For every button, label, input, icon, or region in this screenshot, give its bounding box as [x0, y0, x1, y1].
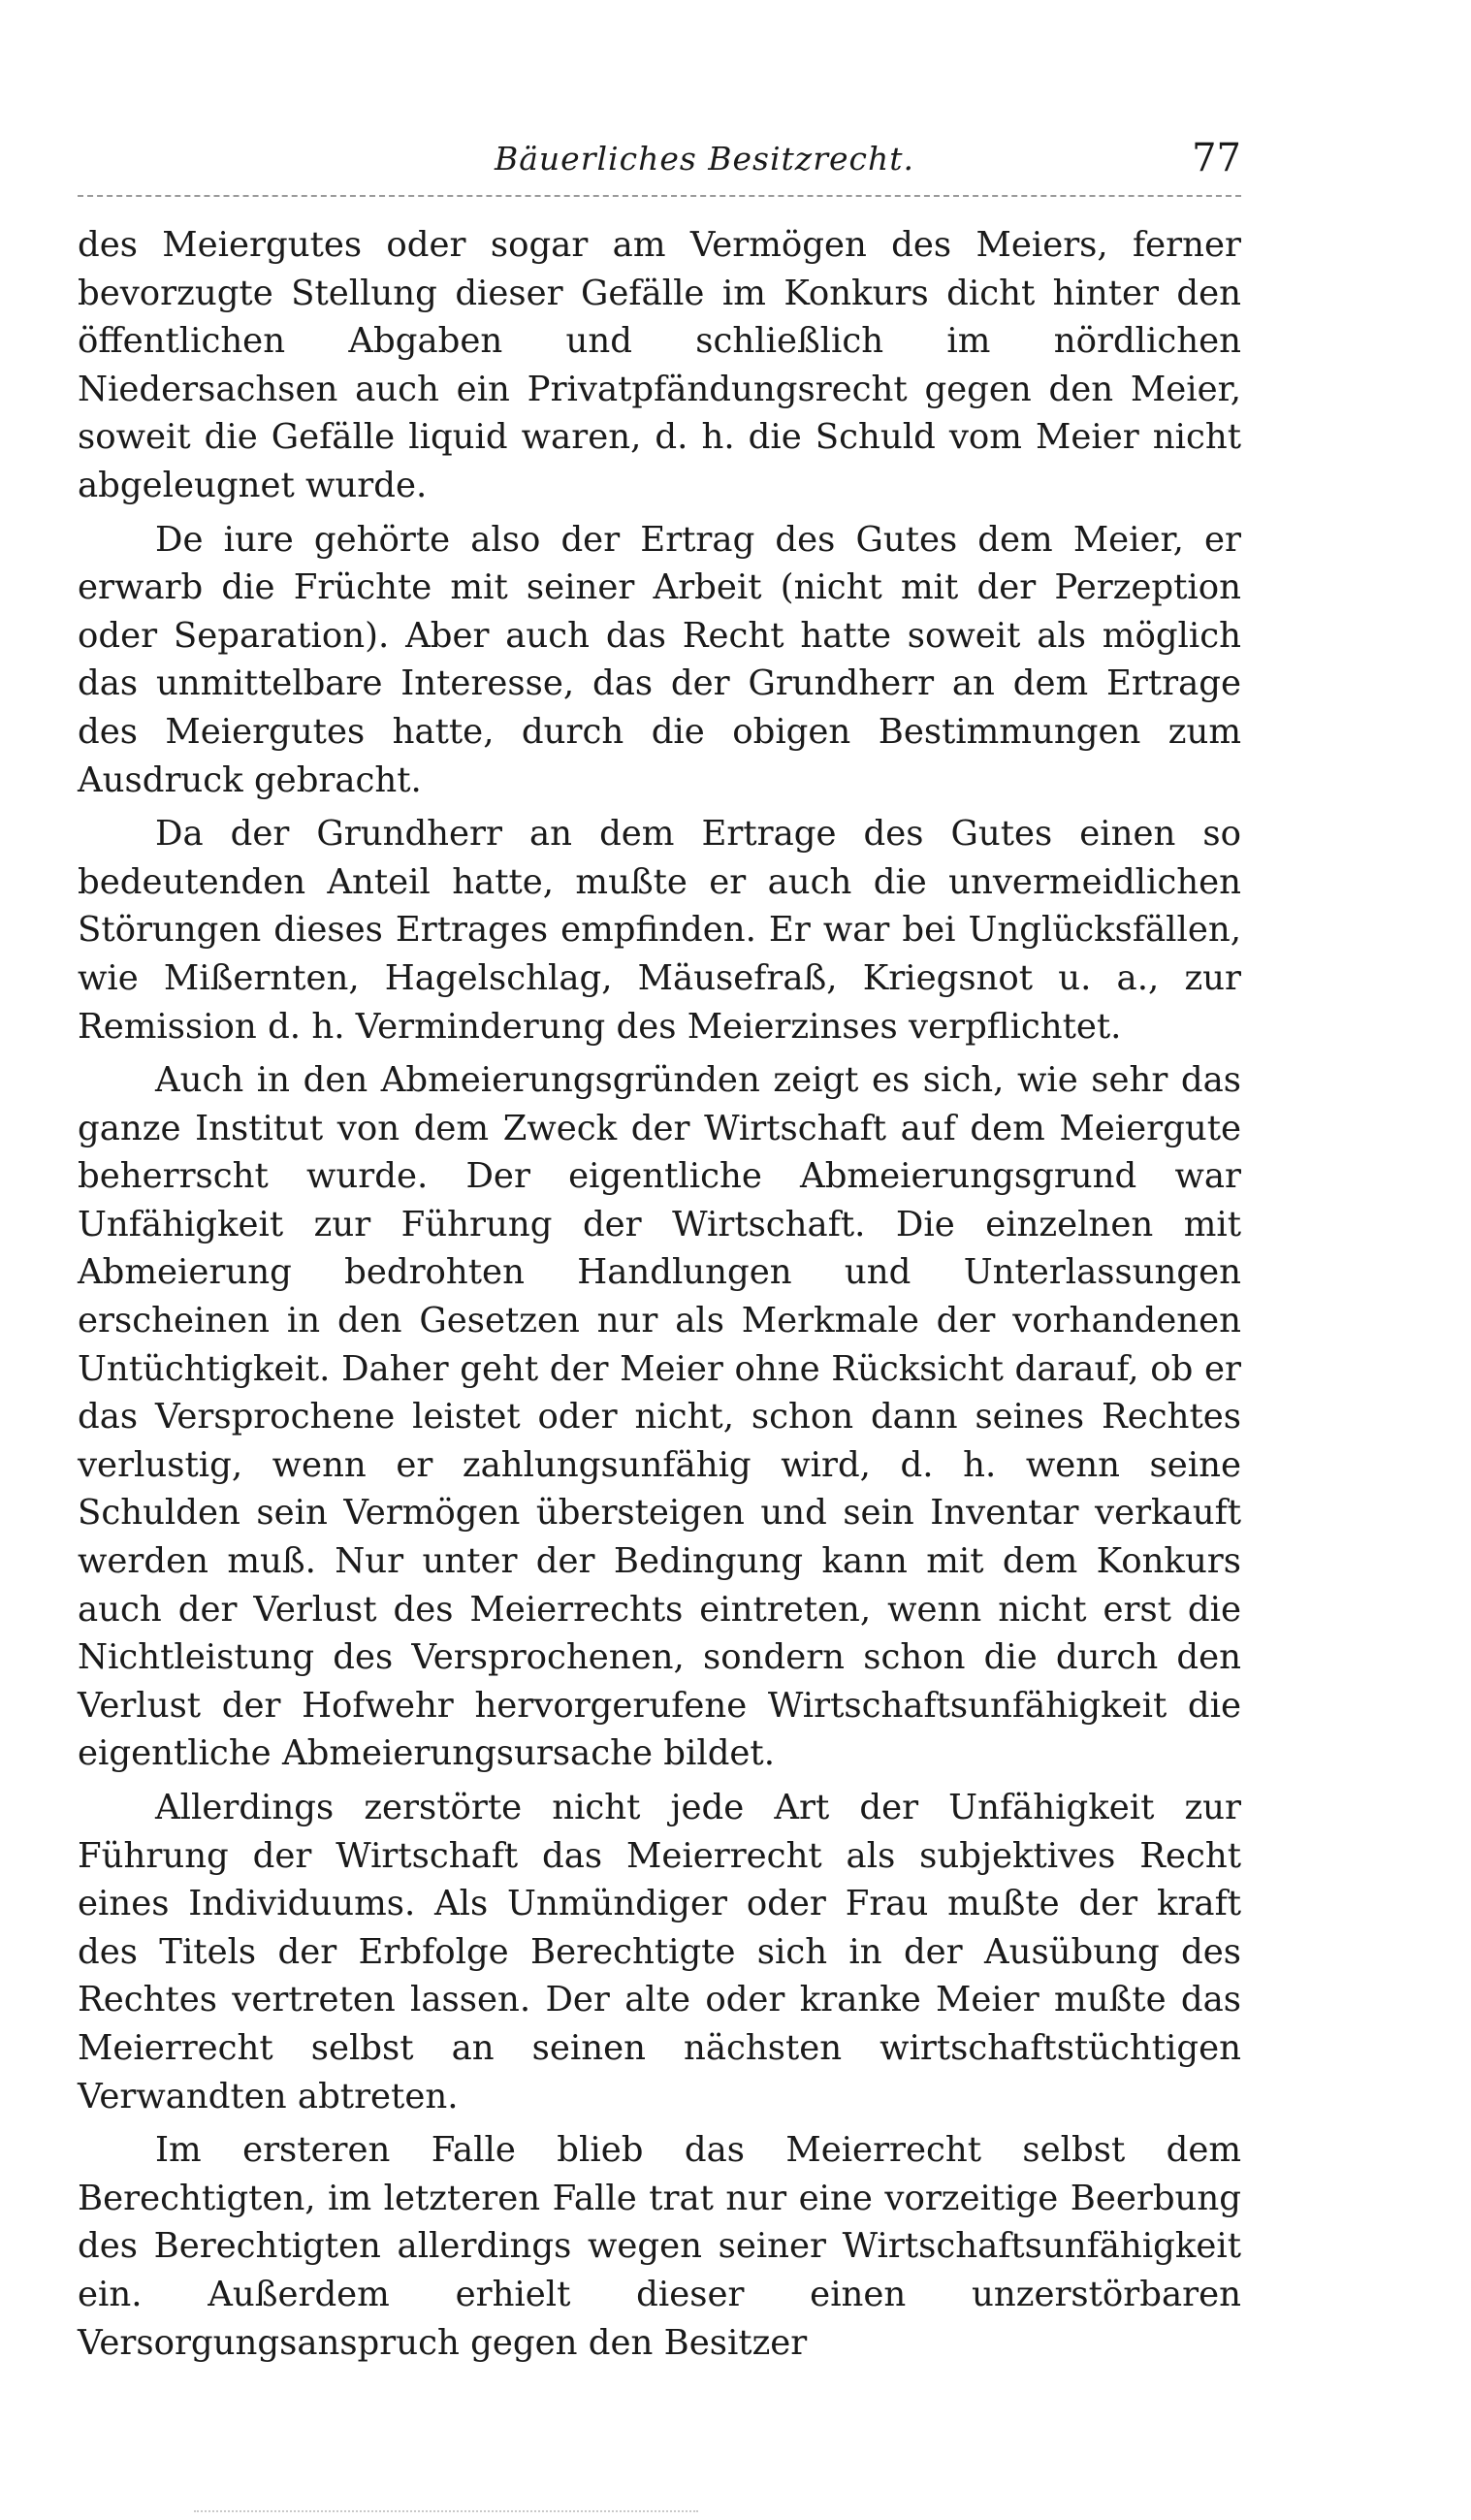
paragraph-2: De iure gehörte also der Ertrag des Gutes dem Meier, er erwarb die Früchte mit seiner Arbeit (nicht mit der Perzeption oder Separation). Aber auch das Recht hatte soweit als möglich das unmittelbare Interesse, das der Grundherr an dem Ertrage des Meiergutes hatte, durch die obigen Bestimmungen zum Ausdruck gebracht. [78, 519, 1241, 800]
paragraph-4: Auch in den Abmeierungsgründen zeigt es sich, wie sehr das ganze Institut von dem Zweck der Wirtschaft auf dem Meiergute beherrscht wurde. Der eigentliche Abmeierungsgrund war Unfähigkeit zur Führung der Wirtschaft. Die einzelnen mit Abmeierung bedrohten Handlungen und Unterlassungen erscheinen in den Gesetzen nur als Merkmale der vorhandenen Untüchtigkeit. Daher geht der Meier ohne Rücksicht darauf, ob er das Versprochene leistet oder nicht, schon dann seines Rechtes verlustig, wenn er zahlungsunfähig wird, d. h. wenn seine Schulden sein Vermögen übersteigen und sein Inventar verkauft werden muß. Nur unter der Bedingung kann mit dem Konkurs auch der Verlust des Meierrechts eintreten, wenn nicht erst die Nichtleistung des Versprochenen, sondern schon die durch den Verlust der Hofwehr hervorgerufene Wirtschaftsunfähigkeit die eigentliche Abmeierungsursache bildet. [78, 1060, 1241, 1774]
header-rule [78, 195, 1241, 197]
page-header [78, 136, 1241, 196]
paragraph-1: des Meiergutes oder sogar am Vermögen des Meiers, ferner bevorzugte Stellung dieser Gefälle im Konkurs dicht hinter den öffentlichen Abgaben und schließlich im nördlichen Niedersachsen auch ein Privatpfändungsrecht gegen den Meier, soweit die Gefälle liquid waren, d. h. die Schuld vom Meier nicht abgeleugnet wurde. [78, 225, 1241, 505]
paragraph-3: Da der Grundherr an dem Ertrage des Gutes einen so bedeutenden Anteil hatte, mußte er auch die unvermeidlichen Störungen dieses Ertrages empfinden. Er war bei Unglücksfällen, wie Mißernten, Hagelschlag, Mäusefraß, Kriegsnot u. a., zur Remission d. h. Verminderung des Meierzinses verpflichtet. [78, 814, 1241, 1047]
running-title: Bäuerliches Besitzrecht. [495, 140, 914, 178]
paragraph-6: Im ersteren Falle blieb das Meierrecht selbst dem Berechtigten, im letzteren Falle trat nur eine vorzeitige Beerbung des Berechtigten allerdings wegen seiner Wirtschaftsunfähigkeit ein. Außerdem erhielt dieser einen unzerstörbaren Versorgungsanspruch gegen den Besitzer [78, 2130, 1241, 2363]
body-text [78, 221, 1241, 2373]
paragraph-5: Allerdings zerstörte nicht jede Art der Unfähigkeit zur Führung der Wirtschaft das Meierrecht als subjektives Recht eines Individuums. Als Unmündiger oder Frau mußte der kraft des Titels der Erbfolge Berechtigte sich in der Ausübung des Rechtes vertreten lassen. Der alte oder kranke Meier mußte das Meierrecht selbst an seinen nächsten wirtschaftstüchtigen Verwandten abtreten. [78, 1788, 1241, 2116]
scan-artifact-divider [194, 2510, 698, 2512]
page-number: 77 [1192, 136, 1241, 180]
